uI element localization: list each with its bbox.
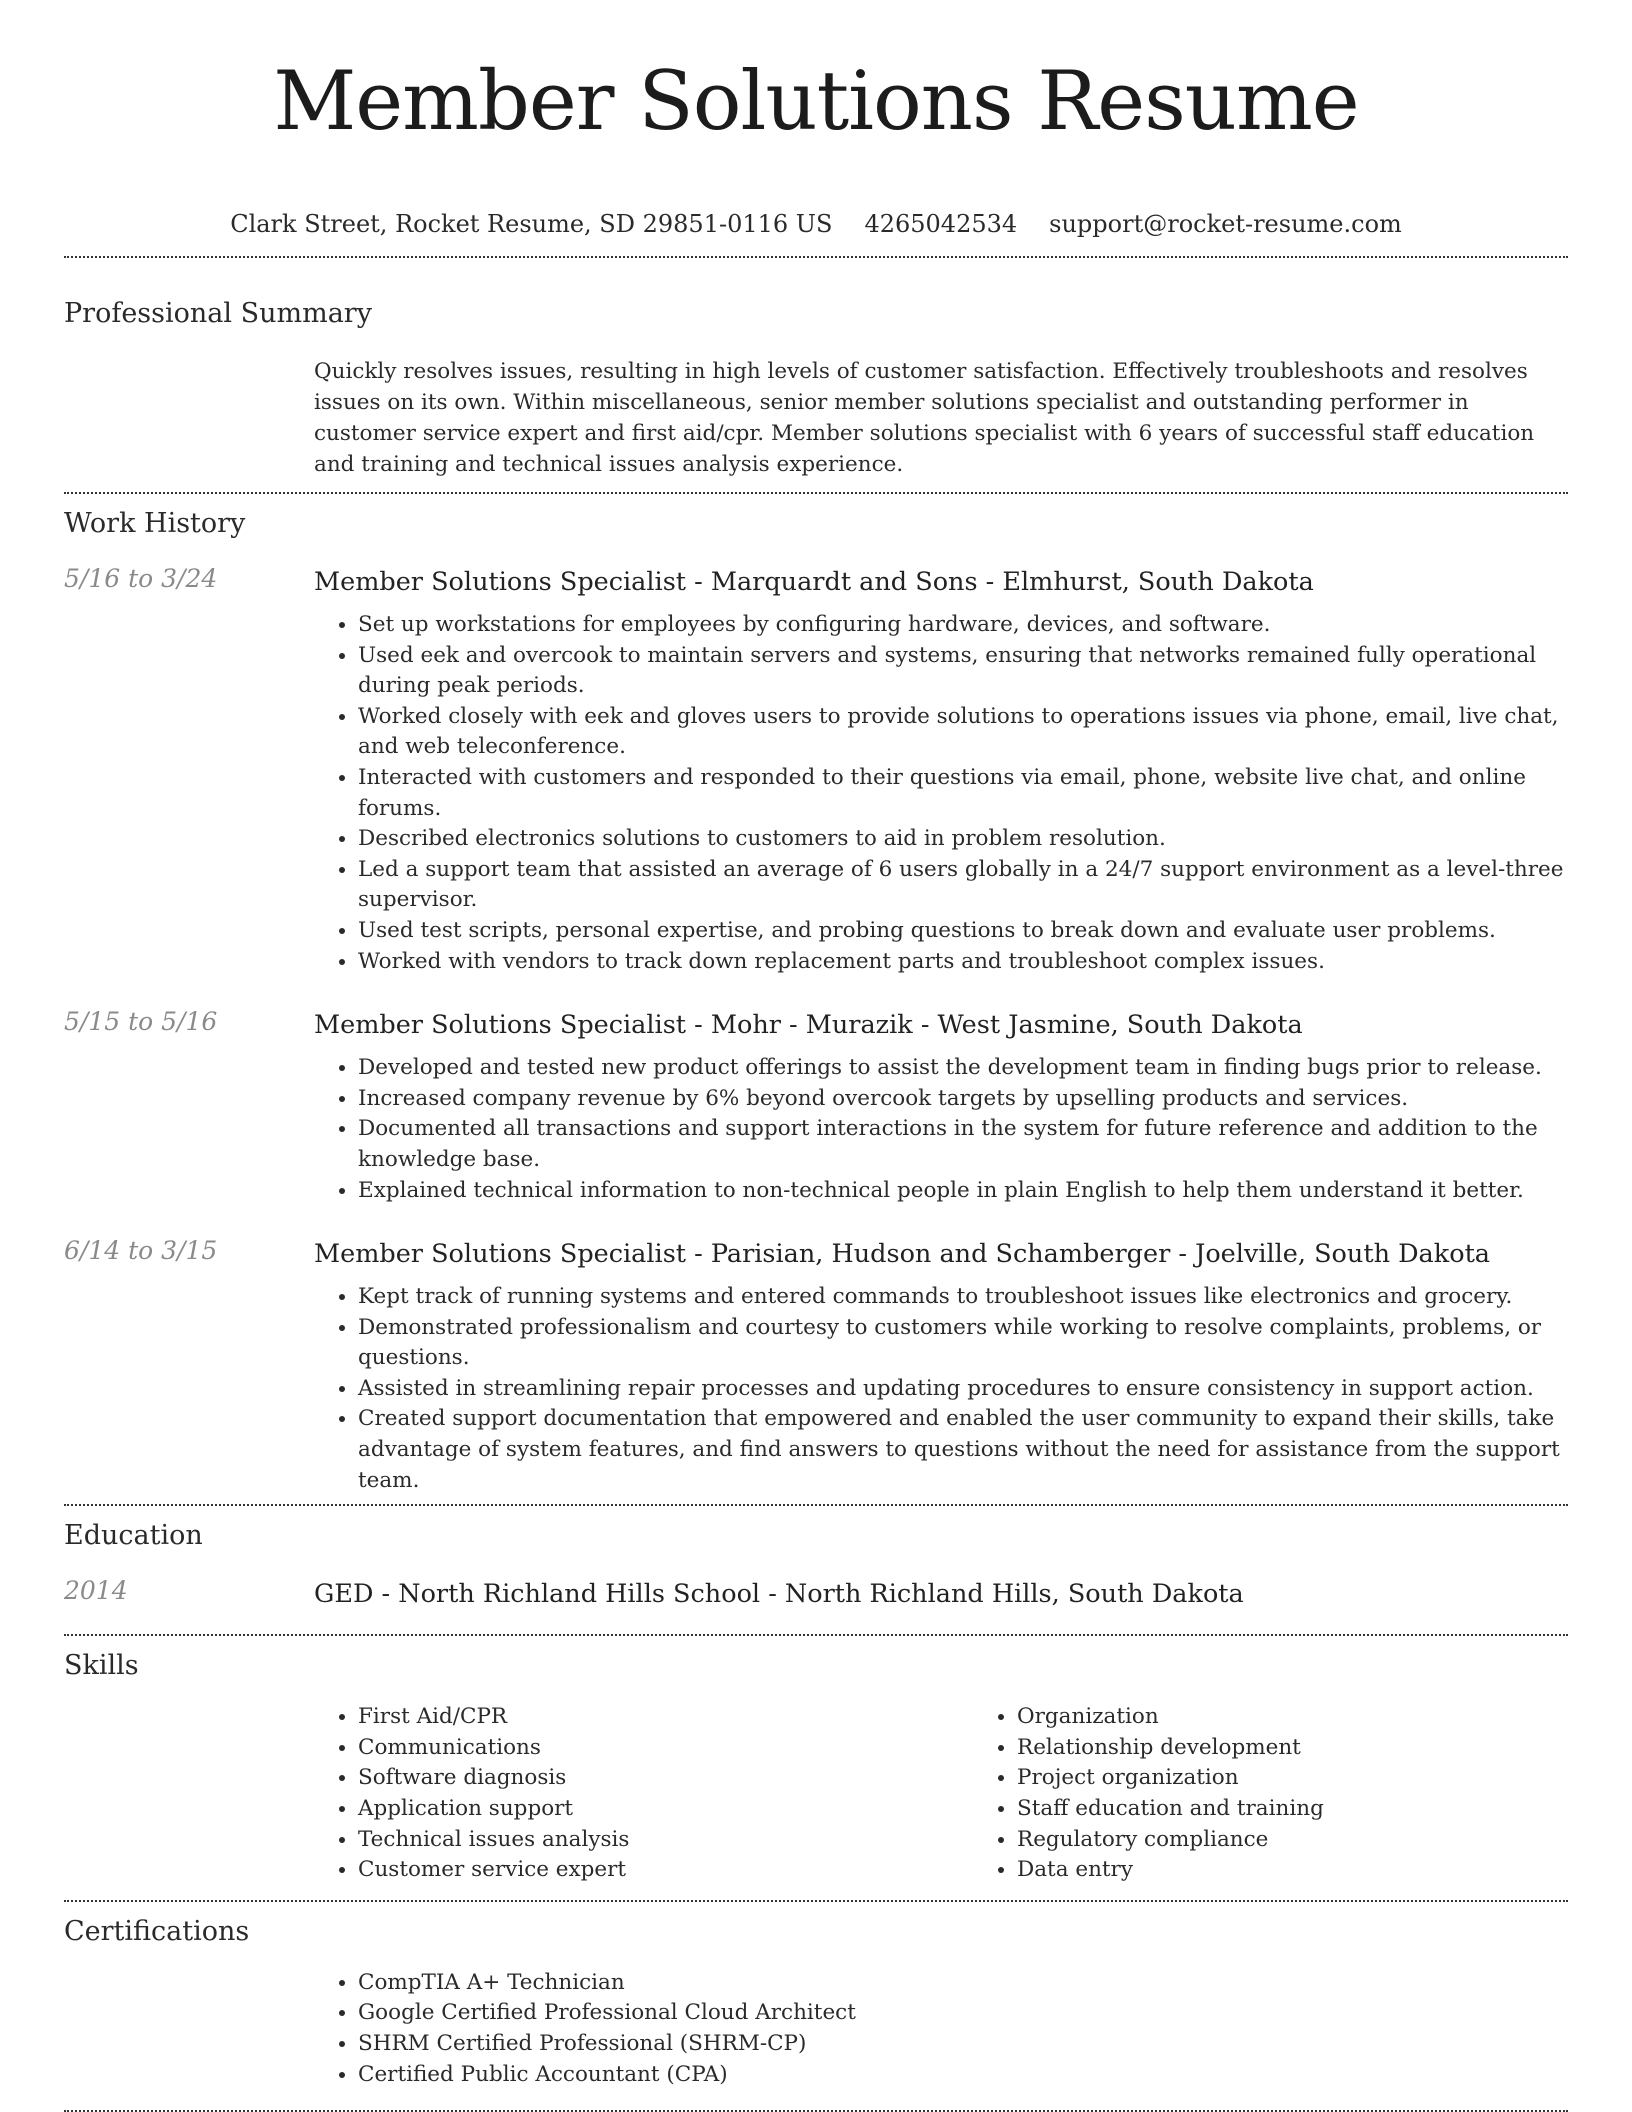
list-item: • Application support [358,1794,973,1825]
skills-section [64,1636,1568,1886]
list-item: • Google Certified Professional Cloud Architect [358,1998,1568,2029]
list-item: • Data entry [1017,1855,1632,1886]
job-entry [64,1236,1568,1496]
certifications-list [314,1968,1568,2090]
job-bullets [314,1282,1568,1496]
list-item: • Worked closely with eek and gloves users to provide solutions to operations issues via phone, email, live chat, and web teleconference. [358,702,1568,763]
phone: 4265042534 [864,210,1018,238]
summary-text: Quickly resolves issues, resulting in high levels of customer satisfaction. Effectively troubleshoots and resolves issues on its own. Within miscellaneous, senior member solutions specialist and outstanding performer in customer service expert and first aid/cpr. Member solutions specialist with 6 years of successful staff education and training and technical issues analysis experience. [314,359,1535,477]
list-item: • Demonstrated professionalism and courtesy to customers while working to resolve complaints, problems, or questions. [358,1313,1568,1374]
list-item: • SHRM Certified Professional (SHRM-CP) [358,2029,1568,2060]
section-heading-work: Work History [64,508,246,539]
list-item: • Described electronics solutions to customers to aid in problem resolution. [358,824,1568,855]
skills-column-1 [314,1702,973,1886]
list-item: • Developed and tested new product offerings to assist the development team in finding bugs prior to release. [358,1053,1568,1084]
skills-column-2 [973,1702,1632,1886]
job-title: Member Solutions Specialist - Parisian, Hudson and Schamberger - Joelville, South Dakota [314,1239,1491,1270]
education-section [64,1506,1568,1612]
email: support@rocket-resume.com [1049,210,1402,238]
list-item: • Kept track of running systems and entered commands to troubleshoot issues like electronics and grocery. [358,1282,1568,1313]
education-year: 2014 [64,1576,128,1606]
job-bullets [314,1053,1568,1206]
list-item: • CompTIA A+ Technician [358,1968,1568,1999]
section-heading-skills: Skills [64,1650,139,1682]
list-item: • Worked with vendors to track down replacement parts and troubleshoot complex issues. [358,947,1568,978]
education-title: GED - North Richland Hills School - North Richland Hills, South Dakota [314,1579,1244,1610]
list-item: • Organization [1017,1702,1632,1733]
list-item: • Increased company revenue by 6% beyond overcook targets by upselling products and services. [358,1084,1568,1115]
job-entry [64,564,1568,977]
education-entry [64,1576,1568,1612]
list-item: • Created support documentation that empowered and enabled the user community to expand their skills, take advantage of system features, and find answers to questions without the need for assistance from the support team. [358,1404,1568,1496]
list-item: • Certified Public Accountant (CPA) [358,2060,1568,2091]
list-item: • Documented all transactions and support interactions in the system for future reference and addition to the knowledge base. [358,1114,1568,1175]
job-bullets [314,610,1568,977]
list-item: • Staff education and training [1017,1794,1632,1825]
list-item: • Used test scripts, personal expertise, and probing questions to break down and evaluate user problems. [358,916,1568,947]
list-item: • Assisted in streamlining repair processes and updating procedures to ensure consistency in support action. [358,1374,1568,1405]
job-dates: 5/15 to 5/16 [64,1007,218,1037]
list-item: • Communications [358,1733,973,1764]
list-item: • Explained technical information to non-technical people in plain English to help them understand it better. [358,1176,1568,1207]
certifications-section [64,1902,1568,2090]
list-item: • Project organization [1017,1763,1632,1794]
section-heading-education: Education [64,1520,203,1552]
list-item: • Regulatory compliance [1017,1825,1632,1856]
job-title: Member Solutions Specialist - Marquardt and Sons - Elmhurst, South Dakota [314,567,1314,597]
section-heading-summary: Professional Summary [64,298,372,329]
list-item: • First Aid/CPR [358,1702,973,1733]
job-dates: 6/14 to 3/15 [64,1236,218,1266]
contact-line [64,210,1568,246]
list-item: • Technical issues analysis [358,1825,973,1856]
address: Clark Street, Rocket Resume, SD 29851-0116 US [230,210,833,238]
list-item: • Used eek and overcook to maintain servers and systems, ensuring that networks remained fully operational during peak periods. [358,641,1568,702]
list-item: • Relationship development [1017,1733,1632,1764]
list-item: • Interacted with customers and responded to their questions via email, phone, website live chat, and online forums. [358,763,1568,824]
list-item: • Set up workstations for employees by configuring hardware, devices, and software. [358,610,1568,641]
skills-list [314,1702,1632,1886]
job-entry [64,1007,1568,1206]
summary-section [64,258,1568,480]
list-item: • Led a support team that assisted an average of 6 users globally in a 24/7 support environment as a level-three supervisor. [358,855,1568,916]
work-section [64,494,1568,1496]
section-heading-certifications: Certifications [64,1915,250,1947]
page-title: Member Solutions Resume [273,55,1359,149]
job-title: Member Solutions Specialist - Mohr - Murazik - West Jasmine, South Dakota [314,1010,1303,1041]
job-dates: 5/16 to 3/24 [64,564,218,593]
list-item: • Customer service expert [358,1855,973,1886]
list-item: • Software diagnosis [358,1763,973,1794]
